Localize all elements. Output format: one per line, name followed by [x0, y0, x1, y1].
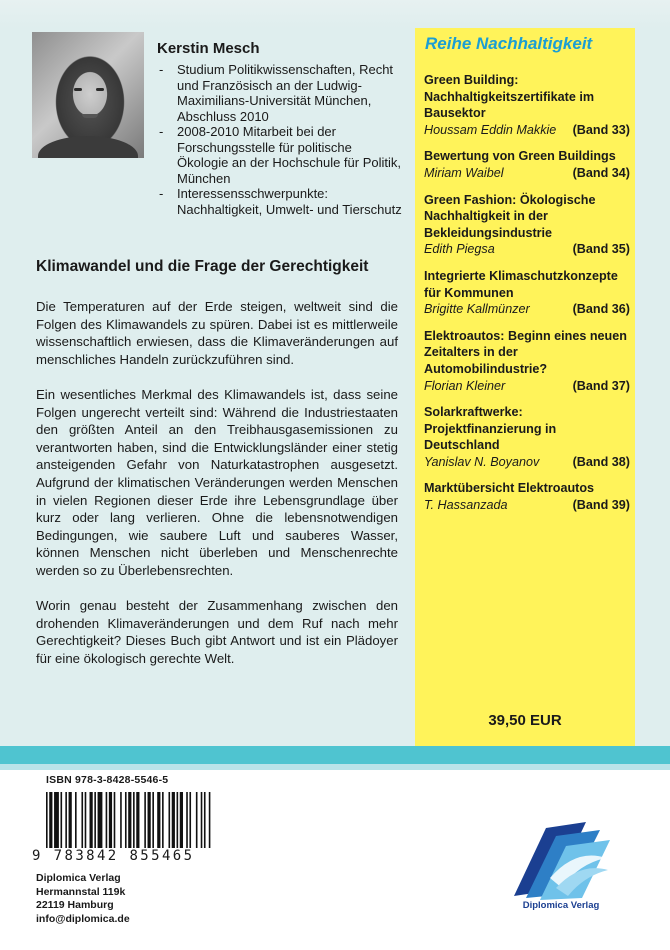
barcode-bar [196, 792, 198, 848]
decorative-band [0, 746, 670, 764]
barcode-bar [144, 792, 146, 848]
author-name: Kerstin Mesch [157, 40, 260, 57]
book-band: (Band 39) [572, 498, 630, 513]
barcode-bar [186, 792, 188, 848]
book-band: (Band 34) [572, 165, 630, 180]
book-band: (Band 38) [572, 454, 630, 469]
author-photo [32, 32, 144, 158]
ean-digits: 9 783842 855465 [32, 848, 195, 864]
barcode-bar [133, 792, 135, 848]
book-title: Green Building: Nachhaltigkeitszertifikate im Bausektor [424, 73, 595, 121]
photo-mouth [82, 114, 98, 118]
barcode-bar [85, 792, 87, 848]
barcode-bar [81, 792, 83, 848]
blurb-title: Klimawandel und die Frage der Gerechtigkeit [36, 258, 369, 275]
book-meta [424, 378, 630, 395]
barcode-bar [157, 792, 160, 848]
series-item [424, 480, 630, 513]
publisher-logo-text: Diplomica Verlag [522, 900, 600, 911]
barcode-bar [125, 792, 127, 848]
book-title: Bewertung von Green Buildings [424, 149, 616, 164]
barcode-bar [90, 792, 93, 848]
barcode-box [32, 772, 222, 866]
barcode-bar [114, 792, 116, 848]
author-cv-item: - Studium Politikwissenschaften, Recht und Französisch an der Ludwig-Maximilians-Universität München, Abschluss 2010 [157, 62, 402, 124]
book-author: Houssam Eddin Makkie [424, 122, 557, 137]
book-author: Yanislav N. Boyanov [424, 454, 540, 469]
series-title: Reihe Nachhaltigkeit [425, 34, 593, 53]
book-title: Elektroautos: Beginn eines neuen Zeitalters in der Automobilindustrie? [424, 328, 627, 376]
book-title: Marktübersicht Elektroautos [424, 481, 595, 496]
book-band: (Band 36) [572, 302, 630, 317]
book-meta [424, 122, 630, 139]
barcode-bar [46, 792, 48, 848]
barcode-bar [152, 792, 154, 848]
publisher-line: Hermannstal 119k [36, 885, 126, 898]
barcode-bar [148, 792, 151, 848]
blurb-text [36, 298, 398, 667]
barcode-bar [109, 792, 112, 848]
top-strip [0, 0, 670, 28]
book-meta [424, 454, 630, 471]
barcode-bar [65, 792, 67, 848]
series-item [424, 268, 630, 318]
book-title: Solarkraftwerke: Projektfinanzierung in Deutschland [424, 405, 557, 453]
blurb-paragraph: Ein wesentliches Merkmal des Klimawandels ist, dass seine Folgen ungerecht verteilt sind: Während die Industriestaaten den größten Anteil an den Treibhausgasemissionen zu verantworten haben, sind die Entwicklungsländer einer stetig ansteigenden Gefahr von Naturkatastrophen ausgesetzt. Aufgrund der klimatischen Veränderungen werden Menschen in vielen Regionen dieser Erde ihre Lebensgrundlage über kurz oder lang verlieren. Ohne die lebensnotwendigen Bedingungen, wie saubere Luft und sauberes Wasser, können Menschen nicht überleben und Menschenrechte werden so zu Überlebensrechten. [36, 386, 398, 578]
barcode-bar [61, 792, 63, 848]
photo-shoulders [38, 136, 138, 158]
series-panel [415, 28, 635, 746]
barcode-bar [75, 792, 77, 848]
book-author: Brigitte Kallmünzer [424, 302, 530, 317]
publisher-line: 22119 Hamburg [36, 899, 114, 911]
barcode-bar [128, 792, 131, 848]
series-item [424, 148, 630, 181]
barcode-bar [69, 792, 72, 848]
footer [0, 770, 670, 950]
barcode-bar [136, 792, 139, 848]
publisher-line: Diplomica Verlag [36, 872, 121, 884]
book-band: (Band 33) [572, 122, 630, 137]
price: 39,50 EUR [488, 712, 562, 729]
barcode-bar [209, 792, 211, 848]
barcode-bar [189, 792, 191, 848]
barcode [46, 792, 212, 848]
series-item [424, 72, 630, 138]
book-band: (Band 37) [572, 378, 630, 393]
barcode-bar [204, 792, 206, 848]
book-author: Edith Piegsa [424, 242, 495, 257]
author-cv-item: - Interessensschwerpunkte: Nachhaltigkeit, Umwelt- und Tierschutz [157, 186, 402, 217]
barcode-bar [49, 792, 52, 848]
book-title: Green Fashion: Ökologische Nachhaltigkeit in der Bekleidungsindustrie [424, 192, 596, 240]
book-band: (Band 35) [572, 242, 630, 257]
series-list [424, 72, 630, 524]
book-author: Florian Kleiner [424, 378, 506, 393]
barcode-bar [172, 792, 175, 848]
barcode-bar [177, 792, 179, 848]
barcode-bar [168, 792, 170, 848]
book-author: Miriam Waibel [424, 165, 504, 180]
isbn: ISBN 978-3-8428-5546-5 [46, 774, 169, 786]
author-cv [157, 62, 402, 217]
barcode-bar [98, 792, 103, 848]
barcode-bar [54, 792, 59, 848]
series-item [424, 328, 630, 394]
publisher-address [36, 872, 130, 926]
book-meta [424, 301, 630, 318]
book-meta [424, 241, 630, 258]
series-item [424, 404, 630, 470]
barcode-bar [162, 792, 164, 848]
blurb-paragraph: Worin genau besteht der Zusammenhang zwischen den drohenden Klimaveränderungen und dem Ruf nach mehr Gerechtigkeit? Dieses Buch gibt Antwort und ist ein Plädoyer für eine ökologisch gerechte Welt. [36, 598, 398, 666]
book-meta [424, 165, 630, 182]
barcode-bar [94, 792, 96, 848]
photo-eye-left [74, 88, 82, 91]
series-item [424, 192, 630, 258]
publisher-line: info@diplomica.de [36, 912, 130, 925]
barcode-bar [180, 792, 183, 848]
barcode-bar [120, 792, 122, 848]
photo-eye-right [96, 88, 104, 91]
blurb-paragraph: Die Temperaturen auf der Erde steigen, weltweit sind die Folgen des Klimawandels zu spüren. Dabei ist es mittlerweile wissenschaftlich erwiesen, dass die Klimaveränderungen auf menschliches Handeln zurückzuführen sind. [36, 299, 398, 367]
book-meta [424, 497, 630, 514]
barcode-bar [106, 792, 108, 848]
barcode-bar [201, 792, 203, 848]
book-title: Integrierte Klimaschutzkonzepte für Kommunen [424, 268, 618, 300]
author-cv-item: - 2008-2010 Mitarbeit bei der Forschungsstelle für politische Ökologie an der Hochschule für Politik, München [157, 124, 402, 186]
book-author: T. Hassanzada [424, 498, 508, 513]
